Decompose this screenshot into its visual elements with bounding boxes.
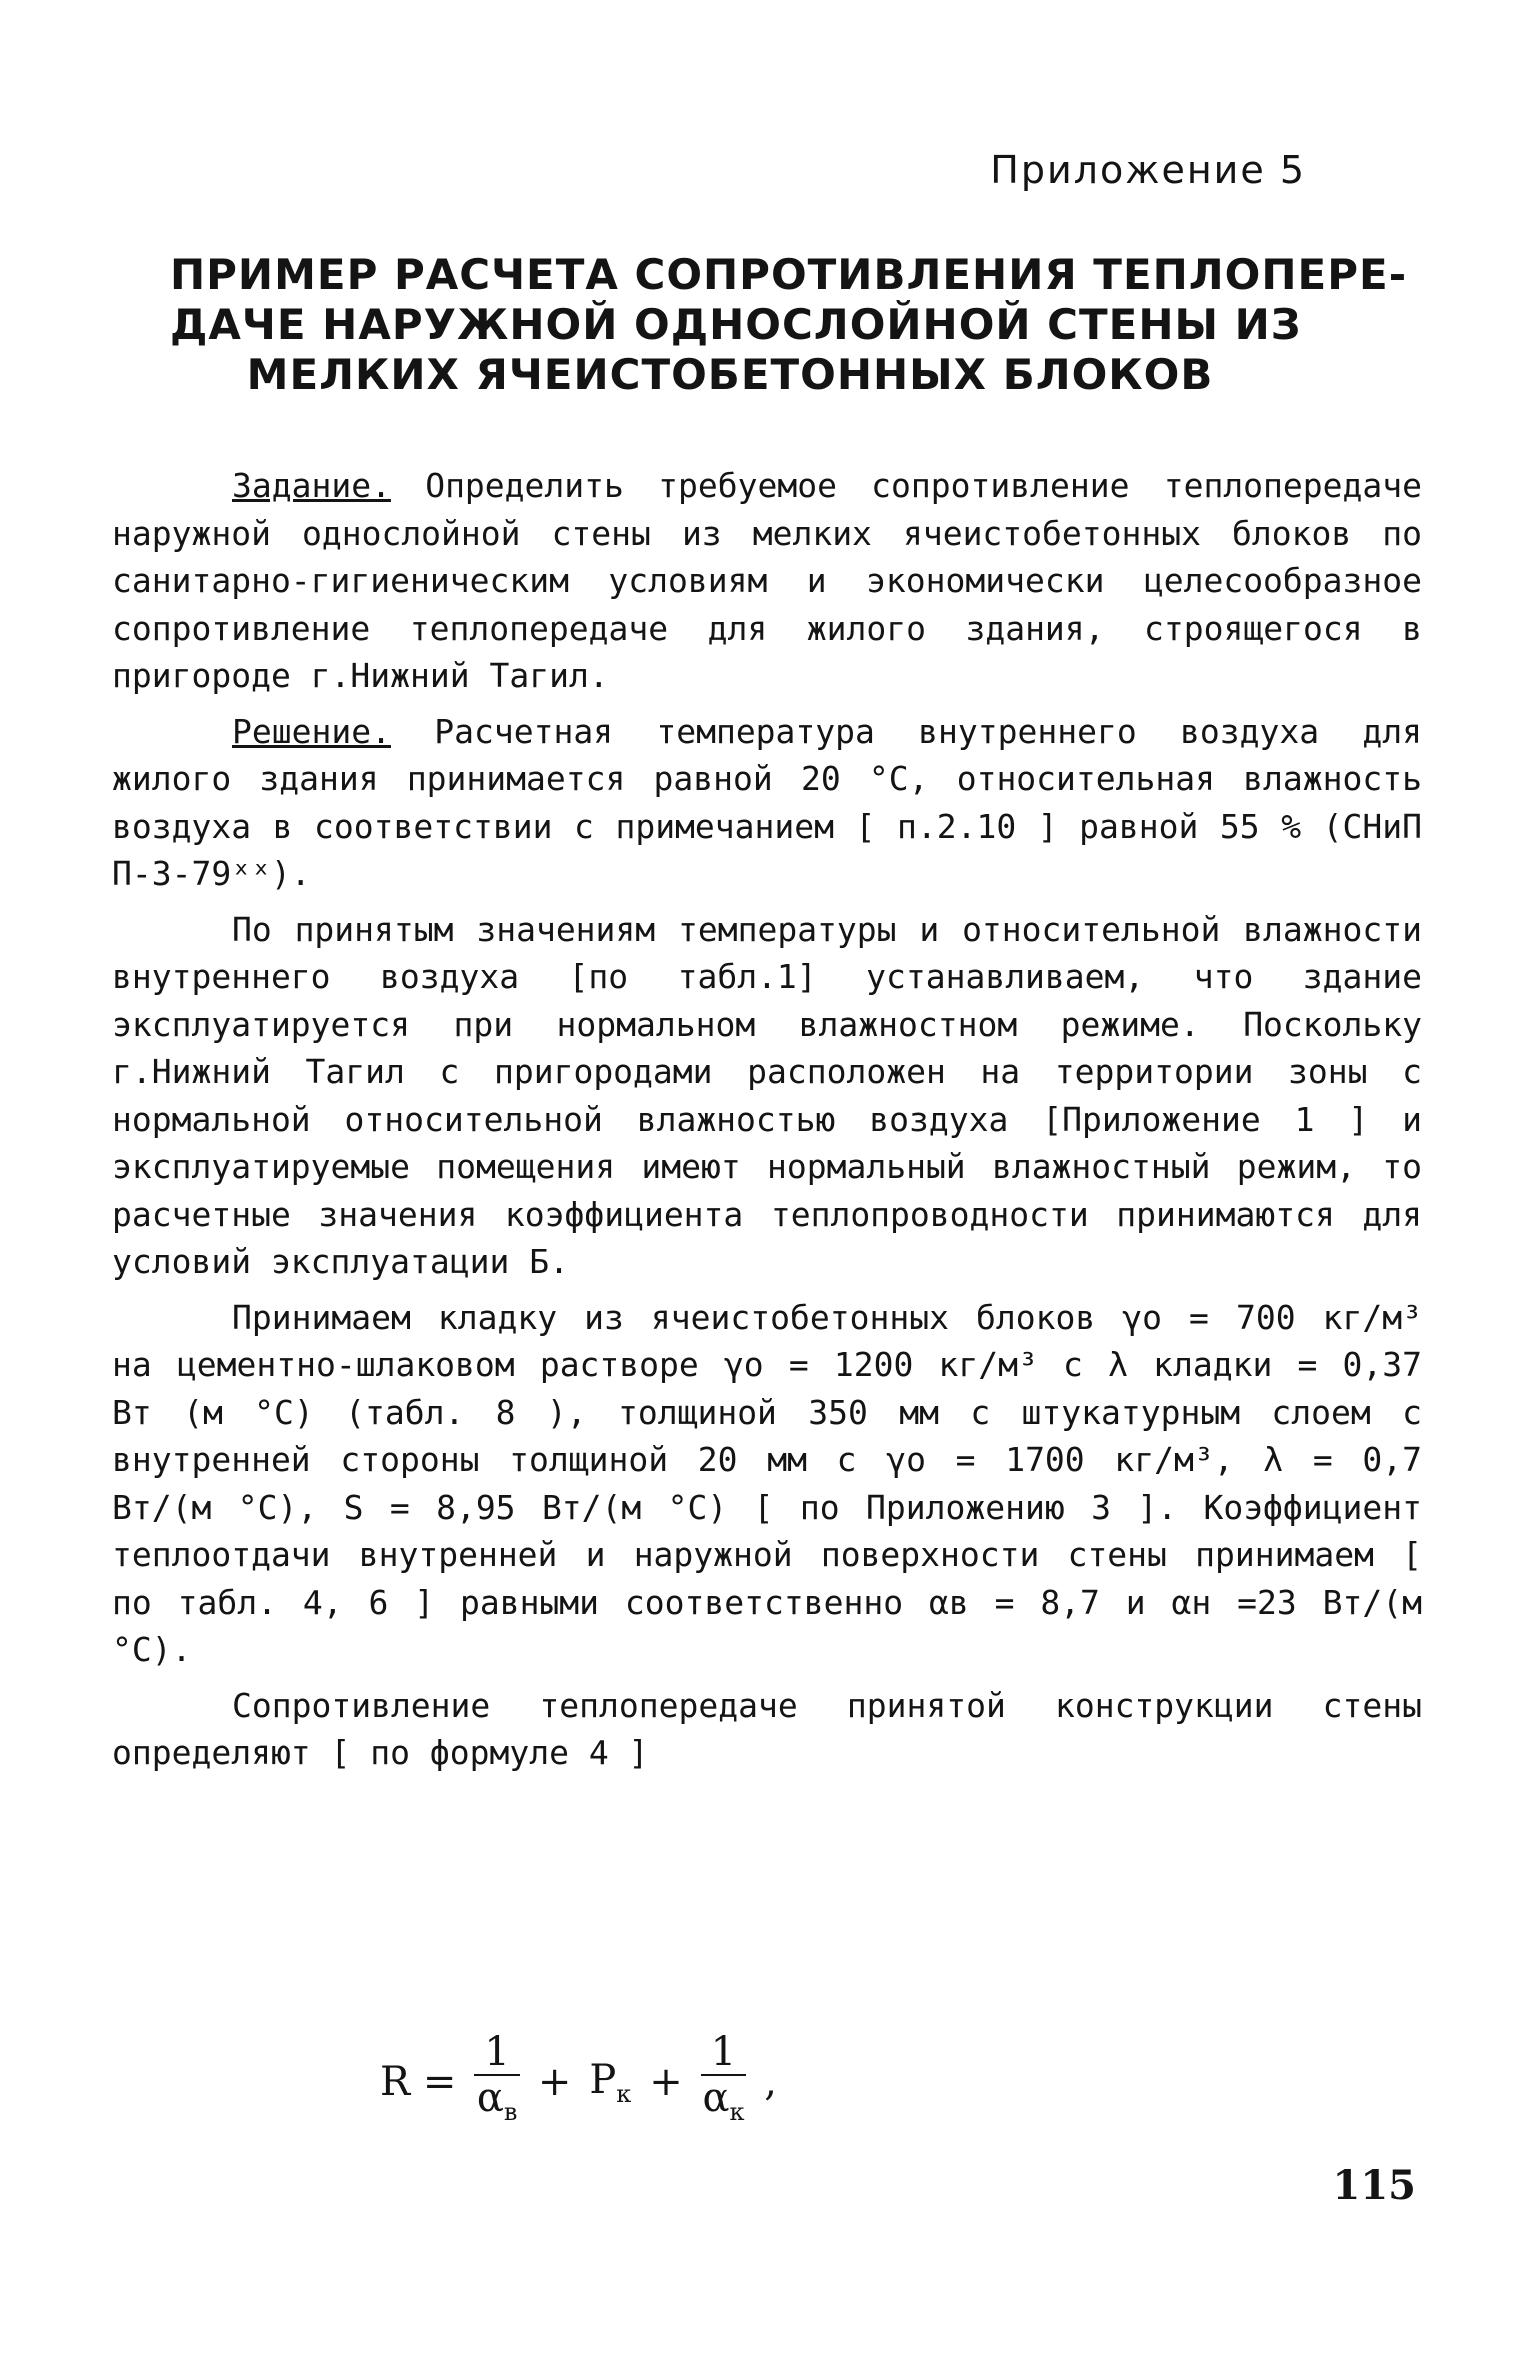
title-line-3: МЕЛКИХ ЯЧЕИСТОБЕТОННЫХ БЛОКОВ [246,350,1214,399]
fraction-outer [701,2030,746,2134]
fraction-outer-numerator: 1 [701,2030,746,2076]
solution-paragraph [112,708,1422,898]
p-symbol: P [589,2056,617,2103]
formula-middle-term [589,2057,631,2108]
title-line-1: ПРИМЕР РАСЧЕТА СОПРОТИВЛЕНИЯ ТЕПЛОПЕРЕ- [170,250,1408,299]
alpha-symbol: α [476,2075,504,2121]
task-text: Определить требуемое сопротивление теплопередаче наружной однослойной стены из мелких ячеистобетонных блоков по санитарно-гигиеническим условиям и экономически целесообразное сопротивление теплопередаче для жилого здания, строящегося в пригороде г.Нижний Тагил. [112,466,1422,695]
alpha-sub: в [503,2098,518,2126]
alpha-sub-2: к [729,2098,745,2126]
solution-text: Расчетная температура внутреннего воздуха для жилого здания принимается равной 20 °С, относительная влажность воздуха в соответствии с примечанием [ п.2.10 ] равной 55 % (СНиП П-3-79ˣˣ). [112,711,1422,893]
title-line-2: ДАЧЕ НАРУЖНОЙ ОДНОСЛОЙНОЙ СТЕНЫ ИЗ [170,300,1302,349]
formula-plus-1: + [537,2059,572,2105]
formula-plus-2: + [649,2059,683,2105]
task-label: Задание. [232,466,391,505]
body-text [112,462,1422,1785]
page-number: 115 [1332,2162,1416,2209]
task-paragraph [112,462,1422,700]
solution-label: Решение. [232,711,391,751]
fraction-inner [474,2030,519,2134]
humidity-paragraph: По принятым значениям температуры и относительной влажности внутреннего воздуха [по табл.1] устанавливаем, что здание эксплуатируется при нормальном влажностном режиме. Поскольку г.Нижний Тагил с пригородами расположен на территории зоны с нормальной относительной влажностью воздуха [Приложение 1 ] и эксплуатируемые помещения имеют нормальный влажностный режим, то расчетные значения коэффициента теплопроводности принимаются для условий эксплуатации Б. [112,909,1422,1281]
resistance-formula [380,2030,777,2134]
page-title [170,250,1408,400]
formula-lhs: R = [380,2059,457,2105]
fraction-outer-denominator [702,2076,744,2134]
materials-paragraph: Принимаем кладку из ячеистобетонных блоков γо = 700 кг/м³ на цементно-шлаковом растворе γо = 1200 кг/м³ с λ кладки = 0,37 Вт (м °С) (табл. 8 ), толщиной 350 мм с штукатурным слоем с внутренней стороны толщиной 20 мм с γо = 1700 кг/м³, λ = 0,7 Вт/(м °С), S = 8,95 Вт/(м °С) [ по Приложению 3 ]. Коэффициент теплоотдачи внутренней и наружной поверхности стены принимаем [ по табл. 4, 6 ] равными соответственно αв = 8,7 и αн =23 Вт/(м °С). [112,1297,1422,1669]
fraction-inner-denominator [477,2076,518,2134]
formula-tail: , [764,2059,777,2105]
p-sub: к [616,2079,632,2108]
alpha-symbol-2: α [702,2075,730,2121]
appendix-label: Приложение 5 [990,148,1306,192]
fraction-inner-numerator: 1 [474,2030,519,2076]
resistance-paragraph: Сопротивление теплопередаче принятой конструкции стены определяют [ по формуле 4 ] [112,1685,1422,1772]
